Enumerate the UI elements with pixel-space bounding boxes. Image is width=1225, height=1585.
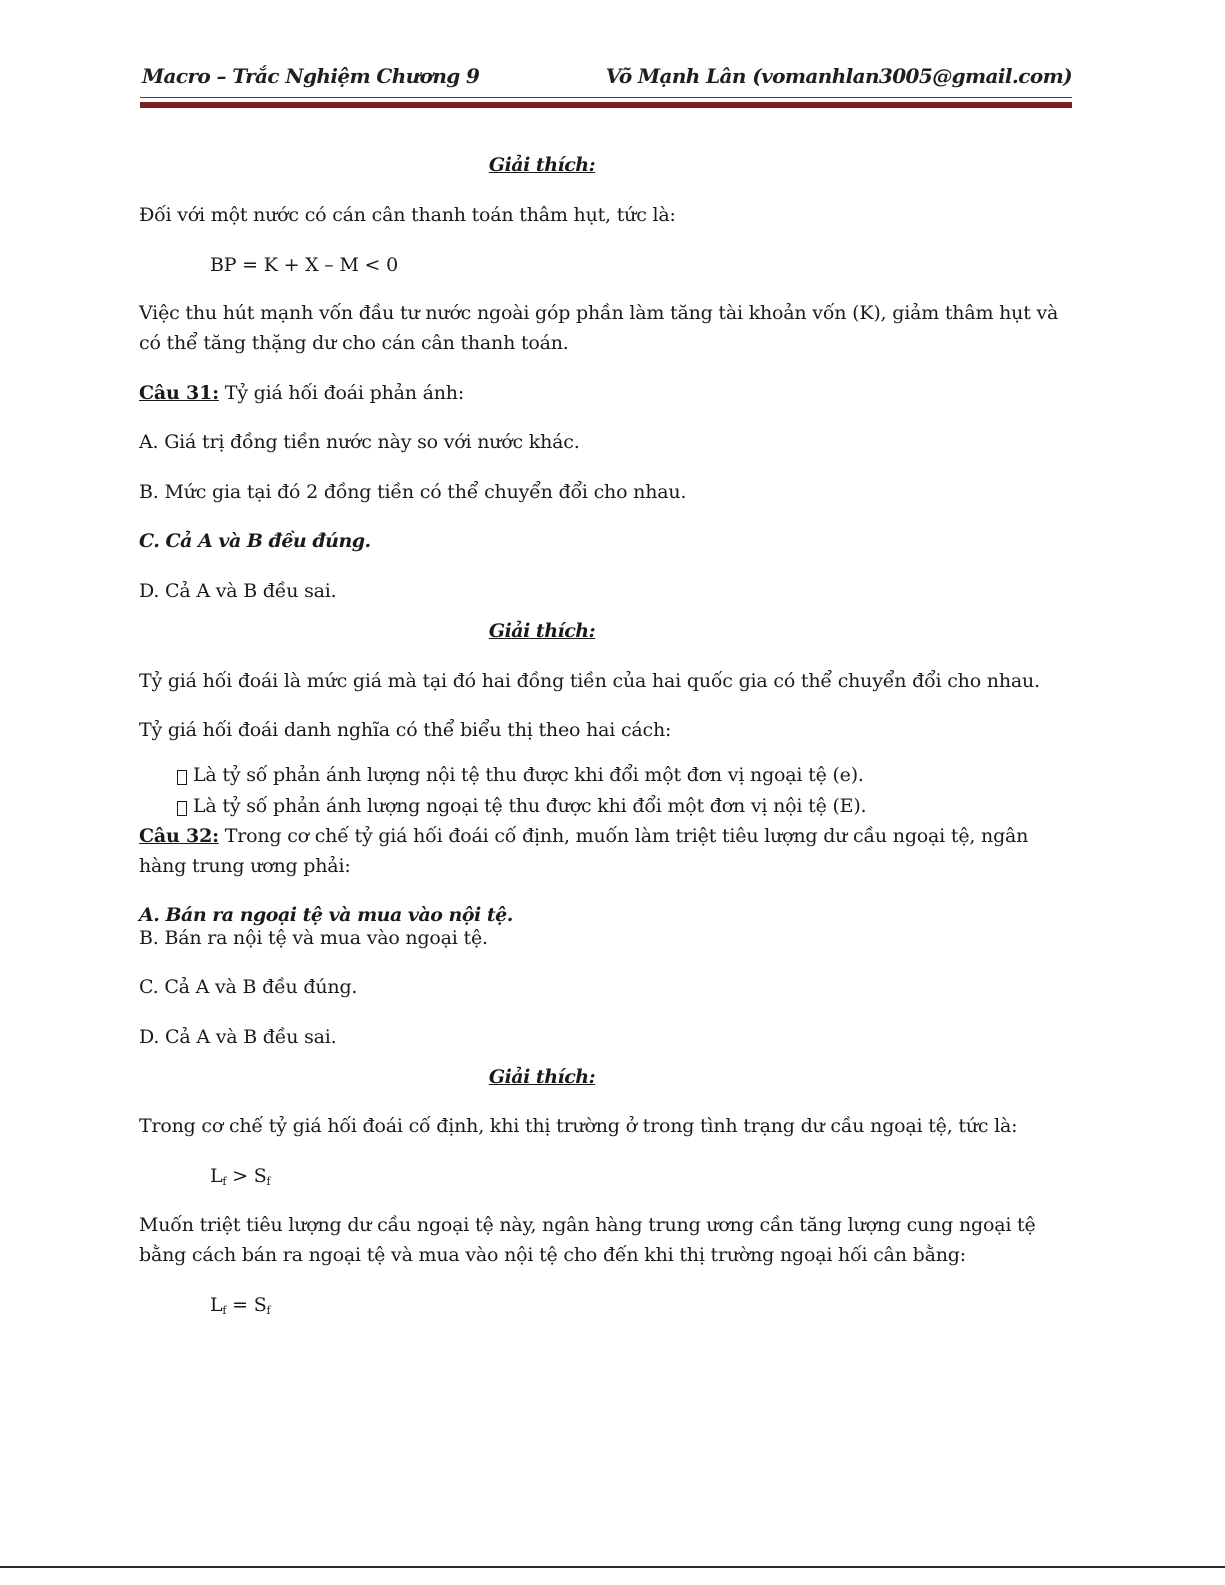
option-a: A. Giá trị đồng tiền nước này so với nước khác. <box>139 431 580 453</box>
option-c: C. Cả A và B đều đúng. <box>139 976 358 998</box>
option-c-correct: C. Cả A và B đều đúng. <box>139 530 371 552</box>
list-item: Là tỷ số phản ánh lượng nội tệ thu được khi đổi một đơn vị ngoại tệ (e). <box>177 760 864 790</box>
explanation-heading: Giải thích: <box>488 620 596 642</box>
paragraph: Việc thu hút mạnh vốn đầu tư nước ngoài góp phần làm tăng tài khoản vốn (K), giảm thâm hụt và có thể tăng thặng dư cho cán cân thanh toán. <box>139 302 1059 354</box>
paragraph: Tỷ giá hối đoái là mức giá mà tại đó hai đồng tiền của hai quốc gia có thể chuyển đổi cho nhau. <box>139 670 1040 692</box>
explanation-heading: Giải thích: <box>488 154 596 176</box>
page-header <box>140 62 1072 96</box>
formula-equilibrium: $L_f = S_f$ <box>210 1294 271 1317</box>
formula-excess-demand: $L_f > S_f$ <box>210 1165 271 1188</box>
page-bottom-border <box>0 1566 1225 1568</box>
question-label: Câu 31: <box>139 382 219 404</box>
bullet-box-icon <box>177 801 187 816</box>
option-a-correct: A. Bán ra ngoại tệ và mua vào nội tệ. <box>139 904 513 926</box>
question-label: Câu 32: <box>139 825 219 847</box>
explanation-heading: Giải thích: <box>488 1066 596 1088</box>
paragraph: Tỷ giá hối đoái danh nghĩa có thể biểu thị theo hai cách: <box>139 719 672 741</box>
header-title: Macro – Trắc Nghiệm Chương 9 <box>142 64 480 88</box>
question-text: Tỷ giá hối đoái phản ánh: <box>218 382 465 404</box>
paragraph: Trong cơ chế tỷ giá hối đoái cố định, khi thị trường ở trong tình trạng dư cầu ngoại tệ, tức là: <box>139 1115 1018 1137</box>
header-divider-thick <box>140 102 1072 108</box>
option-b: B. Mức gia tại đó 2 đồng tiền có thể chuyển đổi cho nhau. <box>139 481 687 503</box>
option-d: D. Cả A và B đều sai. <box>139 580 337 602</box>
question-31 <box>139 378 464 408</box>
bullet-box-icon <box>177 770 187 785</box>
option-b: B. Bán ra nội tệ và mua vào ngoại tệ. <box>139 927 488 949</box>
header-author: Võ Mạnh Lân (vomanhlan3005@gmail.com) <box>605 64 1072 88</box>
header-divider-thin <box>140 97 1072 98</box>
list-item: Là tỷ số phản ánh lượng ngoại tệ thu được khi đổi một đơn vị nội tệ (E). <box>177 791 866 821</box>
question-text: Trong cơ chế tỷ giá hối đoái cố định, muốn làm triệt tiêu lượng dư cầu ngoại tệ, ngân hàng trung ương phải: <box>139 825 1029 877</box>
paragraph: Muốn triệt tiêu lượng dư cầu ngoại tệ này, ngân hàng trung ương cần tăng lượng cung ngoại tệ bằng cách bán ra ngoại tệ và mua vào nội tệ cho đến khi thị trường ngoại hối cân bằng: <box>139 1214 1036 1266</box>
question-32 <box>139 821 1071 881</box>
formula-balance-of-payments: BP = K + X – M < 0 <box>210 254 398 276</box>
option-d: D. Cả A và B đều sai. <box>139 1026 337 1048</box>
paragraph: Đối với một nước có cán cân thanh toán thâm hụt, tức là: <box>139 204 676 226</box>
